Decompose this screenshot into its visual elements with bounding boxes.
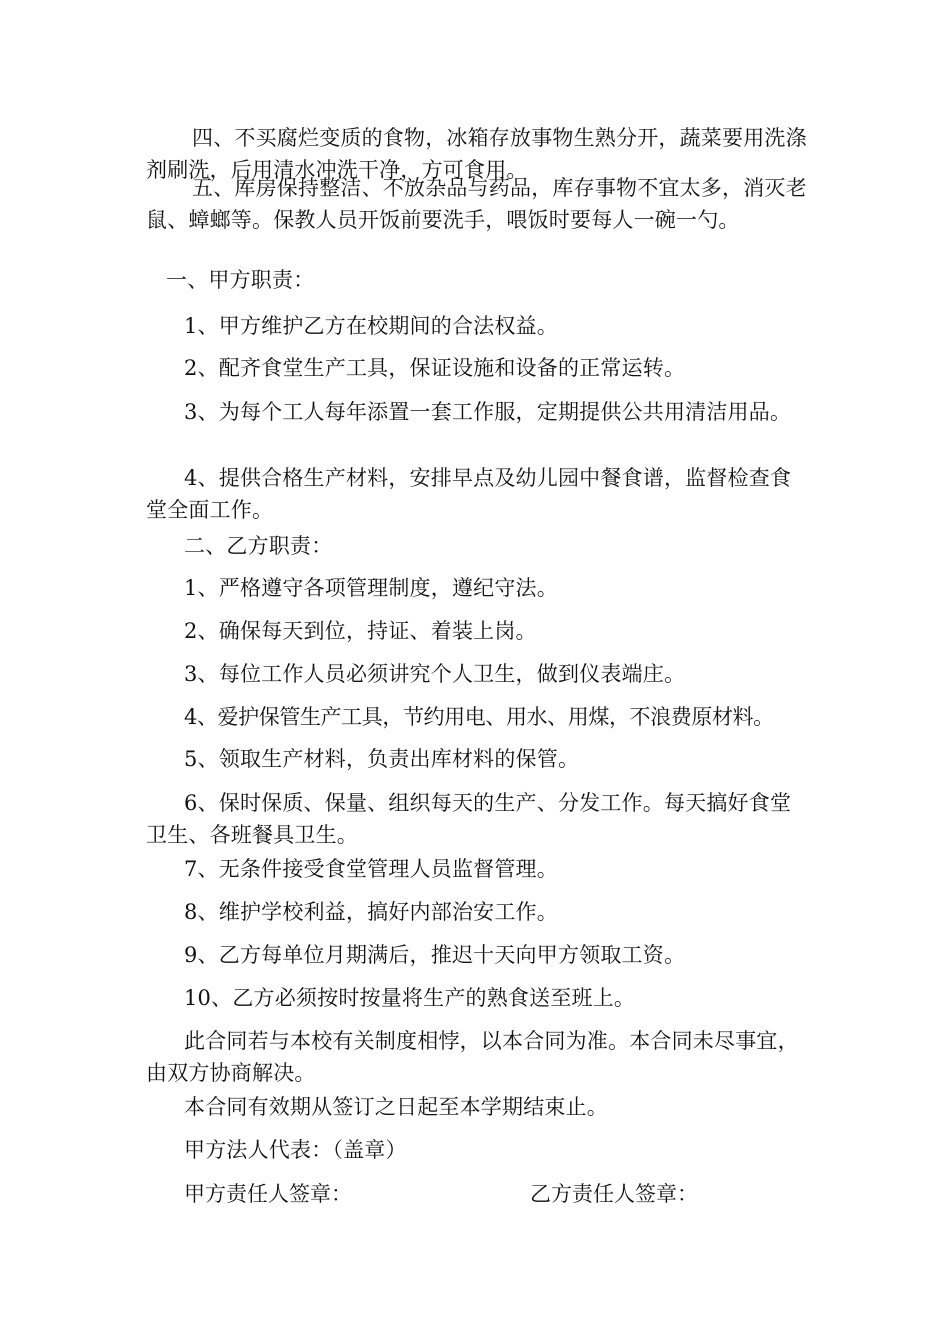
section-heading-party-b: 二、乙方职责： — [184, 534, 333, 558]
party-b-item-7: 7、无条件接受食堂管理人员监督管理。 — [184, 857, 558, 881]
party-b-item-3: 3、每位工作人员必须讲究个人卫生，做到仪表端庄。 — [184, 662, 686, 686]
section-heading-party-a: 一、甲方职责： — [166, 268, 315, 292]
clause-five: 五、库房保持整洁、不放杂品与药品，库存事物不宜太多，消灭老鼠、蟑螂等。保教人员开饭前要洗手，喂饭时要每人一碗一勺。 — [146, 176, 807, 232]
clause-four: 四、不买腐烂变质的食物，冰箱存放事物生熟分开，蔬菜要用洗涤剂刷洗，后用清水冲洗干净，方可食用。 — [146, 126, 807, 182]
party-a-item-3: 3、为每个工人每年添置一套工作服，定期提供公共用清洁用品。 — [184, 400, 792, 424]
conflict-clause: 此合同若与本校有关制度相悖，以本合同为准。本合同未尽事宜，由双方协商解决。 — [146, 1029, 799, 1085]
party-a-item-2: 2、配齐食堂生产工具，保证设施和设备的正常运转。 — [184, 356, 686, 380]
validity-clause: 本合同有效期从签订之日起至本学期结束止。 — [184, 1095, 608, 1119]
party-b-item-1: 1、严格遵守各项管理制度，遵纪守法。 — [184, 576, 558, 600]
party-b-item-5: 5、领取生产材料，负责出库材料的保管。 — [184, 747, 580, 771]
party-b-item-10: 10、乙方必须按时按量将生产的熟食送至班上。 — [184, 986, 636, 1010]
party-b-signature-label: 乙方责任人签章： — [530, 1182, 698, 1206]
legal-representative-line: 甲方法人代表：（盖章） — [184, 1138, 407, 1162]
party-b-item-4: 4、爱护保管生产工具，节约用电、用水、用煤，不浪费原材料。 — [184, 705, 774, 729]
party-a-item-4: 4、提供合格生产材料，安排早点及幼儿园中餐食谱，监督检查食堂全面工作。 — [146, 466, 792, 522]
party-b-item-6: 6、保时保质、保量、组织每天的生产、分发工作。每天搞好食堂卫生、各班餐具卫生。 — [146, 791, 792, 847]
party-a-item-1: 1、甲方维护乙方在校期间的合法权益。 — [184, 314, 558, 338]
party-b-item-8: 8、维护学校利益，搞好内部治安工作。 — [184, 900, 558, 924]
party-a-signature-label: 甲方责任人签章： — [184, 1182, 352, 1206]
party-b-item-9: 9、乙方每单位月期满后，推迟十天向甲方领取工资。 — [184, 943, 686, 967]
party-b-item-2: 2、确保每天到位，持证、着装上岗。 — [184, 619, 537, 643]
